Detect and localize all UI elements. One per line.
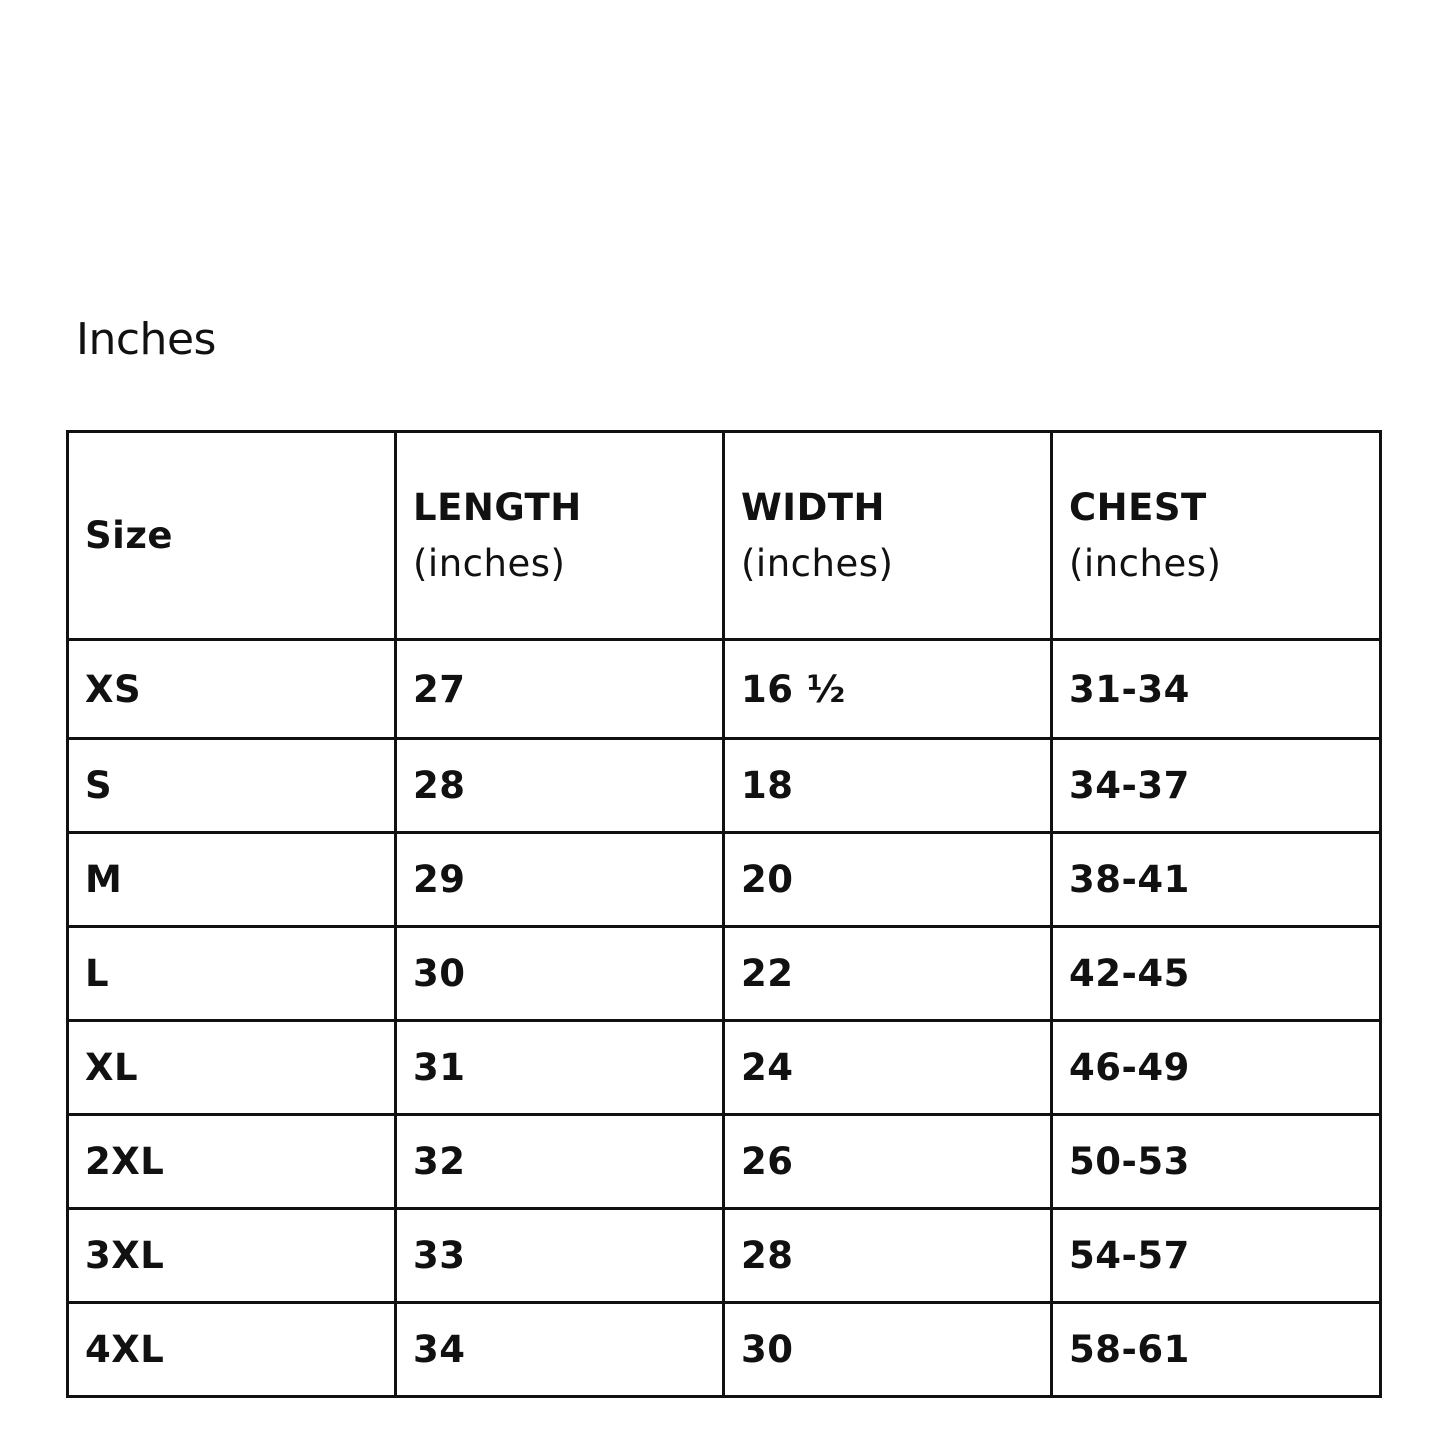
cell-width: 18 [724,739,1052,833]
table-row [68,1303,1381,1397]
table-row [68,739,1381,833]
cell-width: 30 [724,1303,1052,1397]
cell-size: M [68,833,396,927]
cell-size: L [68,927,396,1021]
header-width [724,432,1052,640]
header-length-unit: (inches) [413,541,566,585]
cell-chest: 31-34 [1052,640,1381,739]
cell-chest: 46-49 [1052,1021,1381,1115]
table-row [68,927,1381,1021]
cell-width: 16 ½ [724,640,1052,739]
header-length [396,432,724,640]
cell-length: 32 [396,1115,724,1209]
cell-size: XL [68,1021,396,1115]
size-chart-table [66,430,1382,1398]
cell-chest: 58-61 [1052,1303,1381,1397]
table-header-row [68,432,1381,640]
page-title: Inches [76,314,216,365]
cell-width: 28 [724,1209,1052,1303]
cell-width: 20 [724,833,1052,927]
table-row [68,1021,1381,1115]
header-width-label: WIDTH [741,485,885,529]
cell-chest: 34-37 [1052,739,1381,833]
cell-length: 33 [396,1209,724,1303]
header-size-label: Size [85,513,173,557]
header-chest-label: CHEST [1069,485,1207,529]
cell-length: 27 [396,640,724,739]
header-chest-unit: (inches) [1069,541,1222,585]
cell-length: 28 [396,739,724,833]
cell-chest: 42-45 [1052,927,1381,1021]
cell-length: 29 [396,833,724,927]
cell-size: 3XL [68,1209,396,1303]
table-row [68,1115,1381,1209]
cell-width: 24 [724,1021,1052,1115]
cell-size: 2XL [68,1115,396,1209]
cell-chest: 50-53 [1052,1115,1381,1209]
table-row [68,833,1381,927]
cell-size: 4XL [68,1303,396,1397]
cell-width: 22 [724,927,1052,1021]
header-size [68,432,396,640]
cell-size: S [68,739,396,833]
header-width-unit: (inches) [741,541,894,585]
cell-chest: 38-41 [1052,833,1381,927]
table-row [68,640,1381,739]
table-row [68,1209,1381,1303]
header-length-label: LENGTH [413,485,582,529]
header-chest [1052,432,1381,640]
cell-length: 31 [396,1021,724,1115]
cell-length: 30 [396,927,724,1021]
cell-width: 26 [724,1115,1052,1209]
cell-size: XS [68,640,396,739]
cell-length: 34 [396,1303,724,1397]
cell-chest: 54-57 [1052,1209,1381,1303]
